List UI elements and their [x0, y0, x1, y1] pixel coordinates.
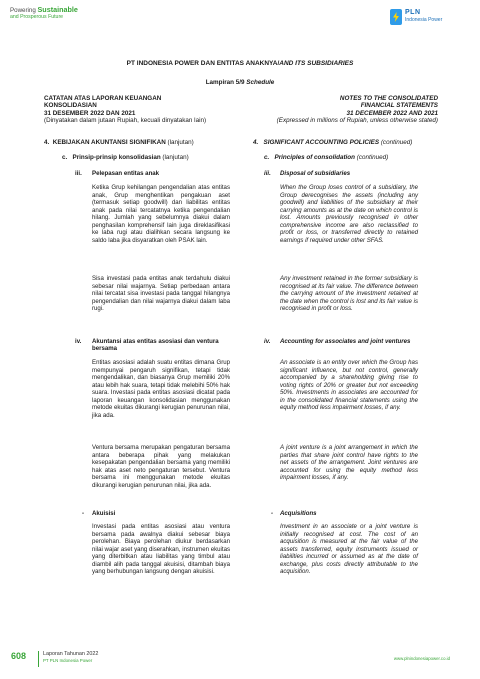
footer-company: PT PLN Indonesia Power [43, 658, 93, 663]
footer-website[interactable]: www.plnindonesiapower.co.id [393, 656, 450, 661]
item-iv-num-right: iv. [264, 338, 271, 345]
brand-logo [10, 6, 130, 20]
right-header-block: NOTES TO THE CONSOLIDATED FINANCIAL STATEMENTS 31 DECEMBER 2022 AND 2021 (Expressed in millions of Rupiah, unless otherwise stated) [276, 95, 438, 125]
paragraph-2-left: Sisa investasi pada entitas anak terdahulu diakui sebesar nilai wajarnya. Setiap perbedaan antara nilai tercatat sisa investasi pada tanggal hilangnya pengendalian dan nilai wajarnya diakui dalam laba rugi. [92, 275, 230, 312]
item-iii-num-left: iii. [75, 170, 82, 177]
pln-logo [390, 9, 470, 27]
item-iii-title-right: Disposal of subsidiaries [280, 170, 351, 177]
paragraph-4-right: A joint venture is a joint arrangement in which the parties that share joint control have rights to the net assets of the arrangement. Joint ventures are accounted for using the equity method less impairment losses, if any. [280, 444, 418, 481]
section-4-right: 4. SIGNIFICANT ACCOUNTING POLICIES (continued) [253, 139, 413, 146]
paragraph-5-right: Investment in an associate or a joint venture is initially recognised at cost. The cost of an acquisition is measured at the fair value of the assets transferred, equity instruments issued or liabilities incurred or assumed as at the date of exchange, plus costs directly attributable to the acquisition. [280, 523, 418, 575]
acq-title-right: Acquisitions [280, 510, 317, 517]
brand-line1-b: Sustainable [37, 5, 78, 14]
left-header-block: CATATAN ATAS LAPORAN KEUANGAN KONSOLIDASIAN 31 DESEMBER 2022 DAN 2021 (Dinyatakan dalam jutaan Rupiah, kecuali dinyatakan lain) [44, 95, 207, 125]
schedule-label: Lampiran 5/9 Schedule [205, 79, 275, 86]
page-number: 608 [11, 651, 27, 661]
item-iv-title-right: Accounting for associates and joint ventures [280, 338, 411, 345]
brand-line1-a: Powering [10, 7, 38, 14]
pln-name: PLN [405, 9, 421, 16]
footer-report: Laporan Tahunan 2022 [43, 651, 99, 657]
subsection-c-left: c. Prinsip-prinsip konsolidasian (lanjutan) [62, 154, 189, 161]
acq-dash-left: - [82, 510, 85, 517]
document-title: PT INDONESIA POWER DAN ENTITAS ANAKNYA/AND ITS SUBSIDIARIES [126, 60, 354, 67]
section-4-left: 4. KEBIJAKAN AKUNTANSI SIGNIFIKAN (lanjutan) [44, 139, 194, 146]
pln-lightning-icon [390, 9, 402, 25]
acq-dash-right: - [271, 510, 274, 517]
paragraph-1-left: Ketika Grup kehilangan pengendalian atas entitas anak, Grup menghentikan pengakuan aset (termasuk setiap goodwill) dan liabilitas entitas anak pada nilai tercatatnya ketika pengendalian hilang. Jumlah yang sebelumnya diakui dalam penghasilan komprehensif lain juga direklasifikasi ke laba rugi atau dialihkan secara langsung ke saldo laba jika disyaratkan oleh PSAK lain. [92, 184, 230, 244]
item-iv-num-left: iv. [75, 338, 82, 345]
item-iv-title-left: Akuntansi atas entitas asosiasi dan ventura bersama [92, 338, 219, 352]
acq-title-left: Akuisisi [92, 510, 116, 517]
paragraph-5-left: Investasi pada entitas asosiasi atau ventura bersama pada awalnya diakui sebesar biaya perolehan. Biaya perolehan diukur berdasarkan nilai wajar aset yang diserahkan, instrumen ekuitas yang diterbitkan atau liabilitas yang timbul atau diambil alih pada tanggal akuisisi, ditambah biaya yang berhubungan langsung dengan akuisisi. [92, 523, 230, 575]
item-iii-num-right: iii. [264, 170, 271, 177]
paragraph-1-right: When the Group loses control of a subsidiary, the Group derecognises the assets (including any goodwill) and liabilities of the subsidiary at their carrying amounts as at the date on which control is lost. Amounts previously recognised in other comprehensive income are also reclassified to profit or loss, or transferred directly to retained earnings if required under other SFAS. [280, 184, 418, 244]
paragraph-4-left: Ventura bersama merupakan pengaturan bersama antara beberapa pihak yang melakukan kesepakatan pengendalian bersama yang memiliki hak atas aset neto pengaturan tersebut. Ventura bersama ini menggunakan metode ekuitas dikurangi kerugian penurunan nilai, jika ada. [92, 444, 230, 489]
item-iii-title-left: Pelepasan entitas anak [92, 170, 160, 177]
subsection-c-right: c. Principles of consolidation (continued) [264, 154, 389, 161]
footer-divider [38, 651, 39, 667]
pln-sub: Indonesia Power [405, 17, 443, 23]
brand-line2: and Prosperous Future [10, 14, 64, 20]
paragraph-2-right: Any investment retained in the former subsidiary is recognised at its fair value. The difference between the carrying amount of the investment retained at the date when the control is lost and its fair value is recognised in profit or loss. [280, 275, 418, 312]
paragraph-3-left: Entitas asosiasi adalah suatu entitas dimana Grup mempunyai pengaruh signifikan, tetapi tidak mengendalikan, dan biasanya Grup memiliki 20% atau lebih hak suara, tetapi tidak melebihi 50% hak suara. Investasi pada entitas asosiasi dicatat pada laporan keuangan konsolidasian menggunakan metode ekuitas dikurangi kerugian penurunan nilai, jika ada. [92, 359, 230, 419]
paragraph-3-right: An associate is an entity over which the Group has significant influence, but not control, generally accompanied by a shareholding giving rise to voting rights of 20% or greater but not exceeding 50%. Investments in associates are accounted for in the consolidated financial statements using the equity method less impairment losses, if any. [280, 359, 418, 411]
